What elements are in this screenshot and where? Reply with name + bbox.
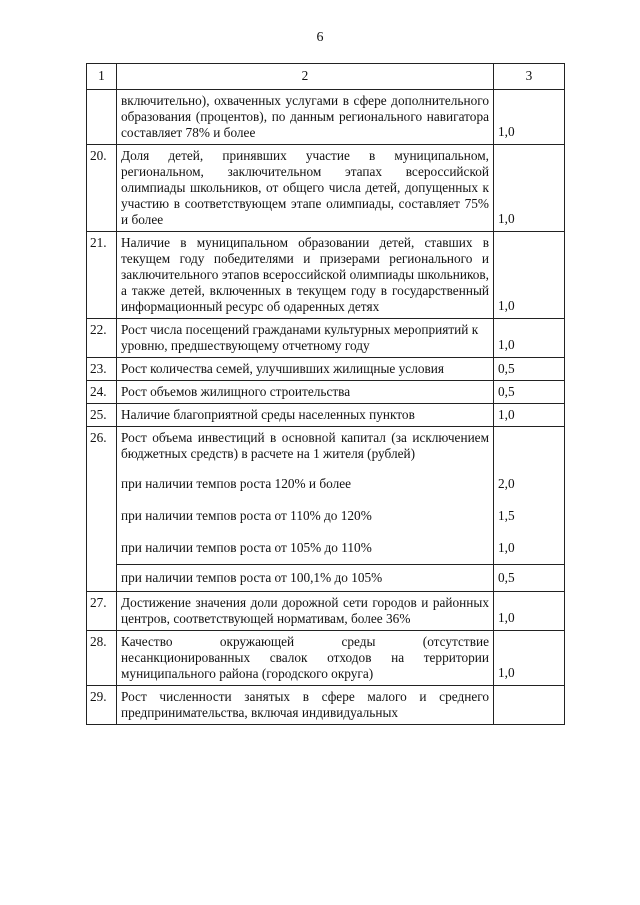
row-number: 29.	[87, 686, 117, 725]
score-value: 1,0	[494, 532, 565, 565]
row-number	[87, 90, 117, 145]
row-number-spacer	[87, 565, 117, 592]
score-value: 2,0	[494, 468, 565, 500]
score-value: 1,5	[494, 500, 565, 532]
table-header-row	[87, 64, 565, 90]
header-col-1: 1	[87, 64, 117, 90]
score-value: 1,0	[494, 319, 565, 358]
subcriterion-text: при наличии темпов роста от 100,1% до 105%	[117, 565, 494, 592]
table-row	[87, 592, 565, 631]
row-number: 22.	[87, 319, 117, 358]
row-number: 20.	[87, 145, 117, 232]
subcriterion-text: при наличии темпов роста от 105% до 110%	[117, 532, 494, 565]
criterion-text: Рост числа посещений гражданами культурных мероприятий к уровню, предшествующему отчетному году	[117, 319, 494, 358]
criterion-text: Качество окружающей среды (отсутствие несанкционированных свалок отходов на территории муниципального района (городского округа)	[117, 631, 494, 686]
criterion-text: Наличие в муниципальном образовании детей, ставших в текущем году победителями и призерами регионального и заключительного этапов всероссийской олимпиады школьников, а также детей, включенных в текущем году в государственный информационный ресурс об одаренных детях	[117, 232, 494, 319]
row-number: 21.	[87, 232, 117, 319]
score-value: 0,5	[494, 358, 565, 381]
row-number: 24.	[87, 381, 117, 404]
table-row	[87, 404, 565, 427]
table-row	[87, 358, 565, 381]
criteria-table	[86, 63, 565, 725]
criterion-text: включительно), охваченных услугами в сфере дополнительного образования (процентов), по данным регионального навигатора составляет 78% и более	[117, 90, 494, 145]
score-value	[494, 686, 565, 725]
row-number: 23.	[87, 358, 117, 381]
row-number: 27.	[87, 592, 117, 631]
score-cell-empty	[494, 427, 565, 469]
page-number: 6	[316, 30, 324, 45]
criterion-text: Рост объема инвестиций в основной капитал (за исключением бюджетных средств) в расчете на 1 жителя (рублей)	[117, 427, 494, 469]
table-subrow	[87, 532, 565, 565]
score-value: 1,0	[494, 145, 565, 232]
header-col-2: 2	[117, 64, 494, 90]
subcriterion-text: при наличии темпов роста 120% и более	[117, 468, 494, 500]
table-row	[87, 686, 565, 725]
table-row-continuation	[87, 90, 565, 145]
table-row	[87, 232, 565, 319]
header-col-3: 3	[494, 64, 565, 90]
table-row	[87, 319, 565, 358]
criterion-text: Рост количества семей, улучшивших жилищные условия	[117, 358, 494, 381]
score-value: 1,0	[494, 404, 565, 427]
row-number: 25.	[87, 404, 117, 427]
table-row	[87, 145, 565, 232]
row-number: 28.	[87, 631, 117, 686]
score-value: 1,0	[494, 90, 565, 145]
criterion-text: Рост объемов жилищного строительства	[117, 381, 494, 404]
criterion-text: Достижение значения доли дорожной сети городов и районных центров, соответствующей нормативам, более 36%	[117, 592, 494, 631]
table-subrow	[87, 565, 565, 592]
table-row	[87, 427, 565, 469]
score-value: 1,0	[494, 631, 565, 686]
criterion-text: Рост численности занятых в сфере малого и среднего предпринимательства, включая индивидуальных	[117, 686, 494, 725]
table-subrow	[87, 500, 565, 532]
row-number: 26.	[87, 427, 117, 565]
table-row	[87, 381, 565, 404]
subcriterion-text: при наличии темпов роста от 110% до 120%	[117, 500, 494, 532]
table-subrow	[87, 468, 565, 500]
criterion-text: Доля детей, принявших участие в муниципальном, региональном, заключительном этапах всероссийской олимпиады школьников, от общего числа детей, допущенных к участию в соответствующем этапе олимпиады, составляет 75% и более	[117, 145, 494, 232]
criterion-text: Наличие благоприятной среды населенных пунктов	[117, 404, 494, 427]
score-value: 1,0	[494, 232, 565, 319]
table-row	[87, 631, 565, 686]
score-value: 0,5	[494, 381, 565, 404]
score-value: 0,5	[494, 565, 565, 592]
score-value: 1,0	[494, 592, 565, 631]
